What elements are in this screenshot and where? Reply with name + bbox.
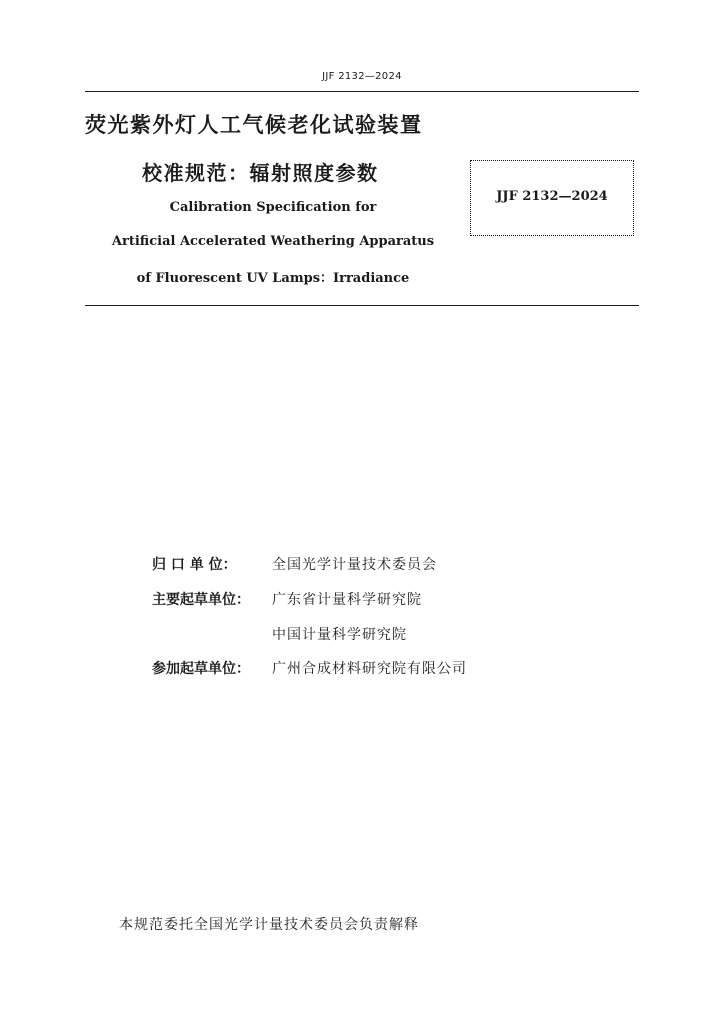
title-english-line-2: Artificial Accelerated Weathering Apparatus [111,234,435,249]
top-rule [85,91,639,92]
org-label-main-drafting: 主要起草单位： [152,592,250,608]
title-chinese-line-1: 荧光紫外灯人工气候老化试验装置 [85,113,423,137]
org-label-participating: 参加起草单位： [152,661,250,677]
title-english-line-1: Calibration Specification for [169,200,377,215]
title-english-line-3: of Fluorescent UV Lamps：Irradiance [136,271,410,286]
interpretation-note: 本规范委托全国光学计量技术委员会负责解释 [119,917,419,933]
org-value-participating: 广州合成材料研究院有限公司 [272,661,467,677]
org-label-centralized: 归 口 单 位： [152,557,237,573]
org-value-main-drafting-1: 广东省计量科学研究院 [272,592,422,608]
org-value-centralized: 全国光学计量技术委员会 [272,557,437,573]
bottom-rule [85,305,639,306]
header-code: JJF 2132—2024 [322,71,402,82]
title-chinese-line-2: 校准规范：辐射照度参数 [142,161,379,185]
specification-code-box [470,160,634,236]
specification-code: JJF 2132—2024 [496,189,608,204]
org-value-main-drafting-2: 中国计量科学研究院 [272,627,407,643]
